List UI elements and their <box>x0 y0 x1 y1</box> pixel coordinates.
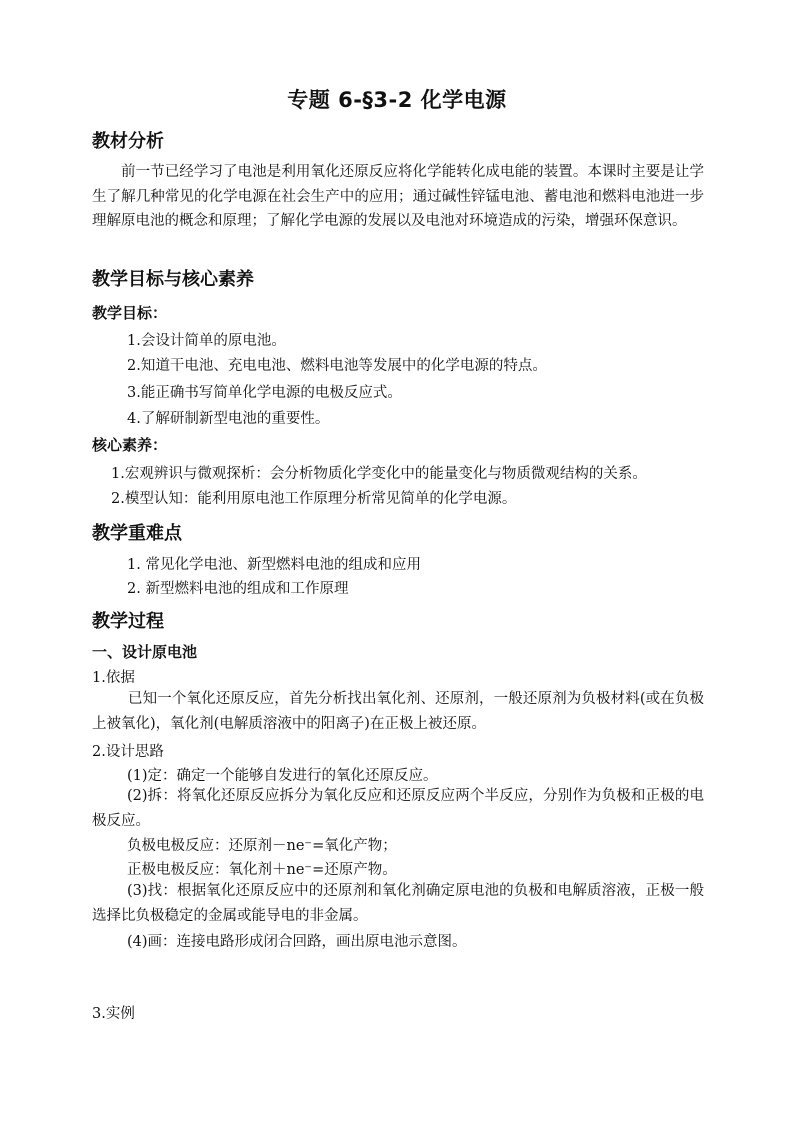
basis-label: 1.依据 <box>92 670 135 686</box>
objectives-label: 教学目标： <box>92 304 168 322</box>
subsection-heading-design-cell: 一、设计原电池 <box>92 643 198 661</box>
objective-item: 2.知道干电池、充电电池、燃料电池等发展中的化学电源的特点。 <box>127 358 547 374</box>
objective-item: 3.能正确书写简单化学电源的电极反应式。 <box>127 385 402 401</box>
core-literacy-label: 核心素养： <box>92 436 168 454</box>
design-idea-label: 2.设计思路 <box>92 744 164 760</box>
negative-electrode-reaction: 负极电极反应：还原剂－ne⁻=氧化产物； <box>127 838 397 854</box>
page-title: 专题 6-§3-2 化学电源 <box>287 88 507 112</box>
section-heading-goals: 教学目标与核心素养 <box>92 269 254 290</box>
core-literacy-item: 1.宏观辨识与微观探析：会分析物质化学变化中的能量变化与物质微观结构的关系。 <box>111 466 647 482</box>
section-heading-process: 教学过程 <box>92 611 164 632</box>
objective-item: 1.会设计简单的原电池。 <box>127 333 286 349</box>
positive-electrode-reaction: 正极电极反应：氧化剂＋ne⁻=还原产物。 <box>127 862 397 878</box>
design-step-4: (4)画：连接电路形成闭合回路，画出原电池示意图。 <box>127 934 467 950</box>
keypoint-item: 2. 新型燃料电池的组成和工作原理 <box>127 581 349 597</box>
example-label: 3.实例 <box>92 1006 135 1022</box>
core-literacy-item: 2.模型认知：能利用原电池工作原理分析常见简单的化学电源。 <box>111 491 517 507</box>
keypoint-item: 1. 常见化学电池、新型燃料电池的组成和应用 <box>127 557 421 573</box>
objective-item: 4.了解研制新型电池的重要性。 <box>127 411 330 427</box>
section-heading-keypoints: 教学重难点 <box>92 523 182 544</box>
basis-paragraph: 已知一个氧化还原反应，首先分析找出氧化剂、还原剂，一般还原剂为负极材料(或在负极上被氧化)，氧化剂(电解质溶液中的阳离子)在正极上被还原。 <box>92 691 704 732</box>
design-step-1: (1)定：确定一个能够自发进行的氧化还原反应。 <box>127 768 438 784</box>
design-step-2: (2)拆：将氧化还原反应拆分为氧化反应和还原反应两个半反应，分别作为负极和正极的电极反应。 <box>92 788 704 829</box>
design-step-3: (3)找：根据氧化还原反应中的还原剂和氧化剂确定原电池的负极和电解质溶液，正极一般选择比负极稳定的金属或能导电的非金属。 <box>92 883 704 924</box>
material-paragraph: 前一节已经学习了电池是利用氧化还原反应将化学能转化成电能的装置。本课时主要是让学生了解几种常见的化学电源在社会生产中的应用；通过碱性锌锰电池、蓄电池和燃料电池进一步理解原电池的概念和原理；了解化学电源的发展以及电池对环境造成的污染，增强环保意识。 <box>92 164 704 229</box>
section-heading-material: 教材分析 <box>92 131 164 152</box>
